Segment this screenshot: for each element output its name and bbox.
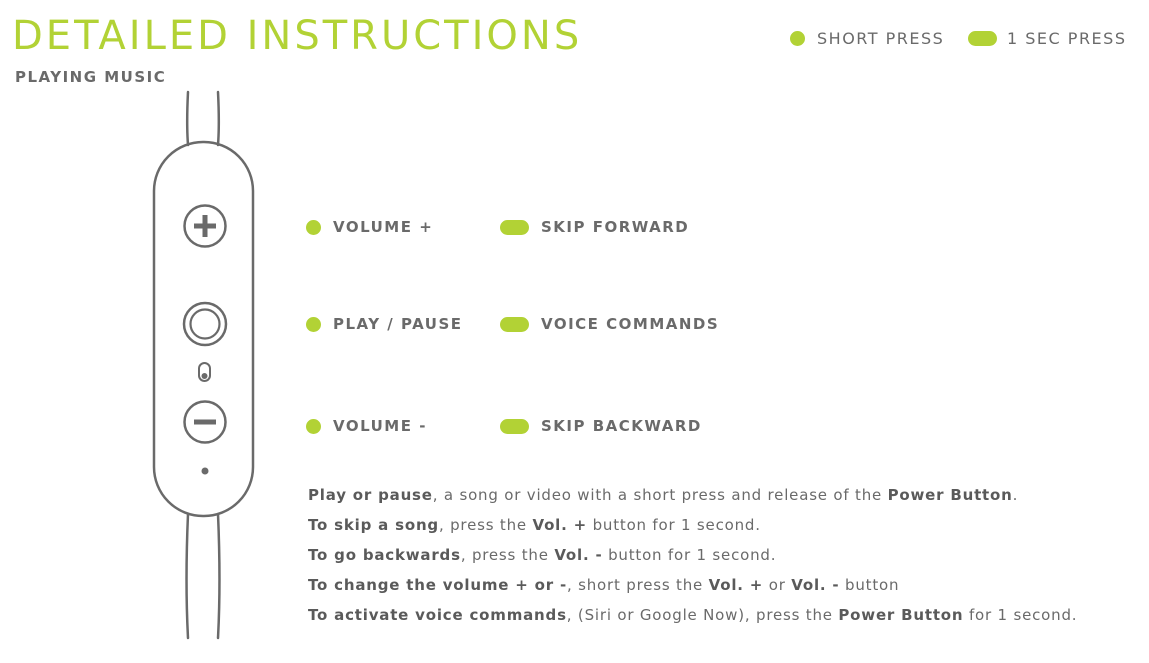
control-volume-down-short	[306, 416, 427, 436]
led-indicator	[202, 468, 209, 475]
control-label: PLAY / PAUSE	[333, 315, 463, 333]
legend-long-press-label: 1 SEC PRESS	[1007, 28, 1127, 48]
short-press-dot-icon	[790, 31, 805, 46]
cable-right-bottom	[218, 514, 220, 638]
control-label: VOLUME -	[333, 417, 427, 435]
instruction-line: To go backwards, press the Vol. - button for 1 second.	[308, 546, 777, 564]
long-press-pill-icon	[500, 419, 529, 434]
legend-short-press	[790, 28, 944, 48]
short-press-dot-icon	[306, 317, 321, 332]
long-press-pill-icon	[500, 220, 529, 235]
long-press-pill-icon	[968, 31, 997, 46]
legend-short-press-label: SHORT PRESS	[817, 28, 945, 48]
control-label: VOLUME +	[333, 218, 434, 236]
control-label: SKIP BACKWARD	[541, 417, 702, 435]
power-icon	[184, 303, 226, 345]
section-subtitle: PLAYING MUSIC	[15, 68, 167, 86]
page-title: DETAILED INSTRUCTIONS	[12, 13, 583, 59]
microphone-icon	[199, 363, 210, 381]
remote-body	[154, 142, 253, 516]
cable-right-top	[218, 92, 219, 145]
cable-left-bottom	[187, 514, 189, 638]
legend-long-press	[968, 28, 1126, 48]
plus-icon	[185, 206, 226, 247]
control-play-pause-short	[306, 314, 463, 334]
instruction-line: To change the volume + or -, short press the Vol. + or Vol. - button	[308, 576, 900, 594]
control-label: VOICE COMMANDS	[541, 315, 720, 333]
short-press-dot-icon	[306, 220, 321, 235]
instruction-line: Play or pause, a song or video with a short press and release of the Power Button.	[308, 486, 1019, 504]
short-press-dot-icon	[306, 419, 321, 434]
instruction-line: To activate voice commands, (Siri or Google Now), press the Power Button for 1 second.	[308, 606, 1078, 624]
control-volume-up-short	[306, 217, 433, 237]
control-voice-commands-long	[500, 314, 719, 334]
instructions-text	[308, 480, 1077, 630]
remote-control-diagram	[150, 90, 265, 640]
minus-icon	[185, 402, 226, 443]
instruction-line: To skip a song, press the Vol. + button for 1 second.	[308, 516, 761, 534]
long-press-pill-icon	[500, 317, 529, 332]
control-skip-forward-long	[500, 217, 689, 237]
control-label: SKIP FORWARD	[541, 218, 690, 236]
control-skip-backward-long	[500, 416, 702, 436]
cable-left-top	[187, 92, 188, 145]
